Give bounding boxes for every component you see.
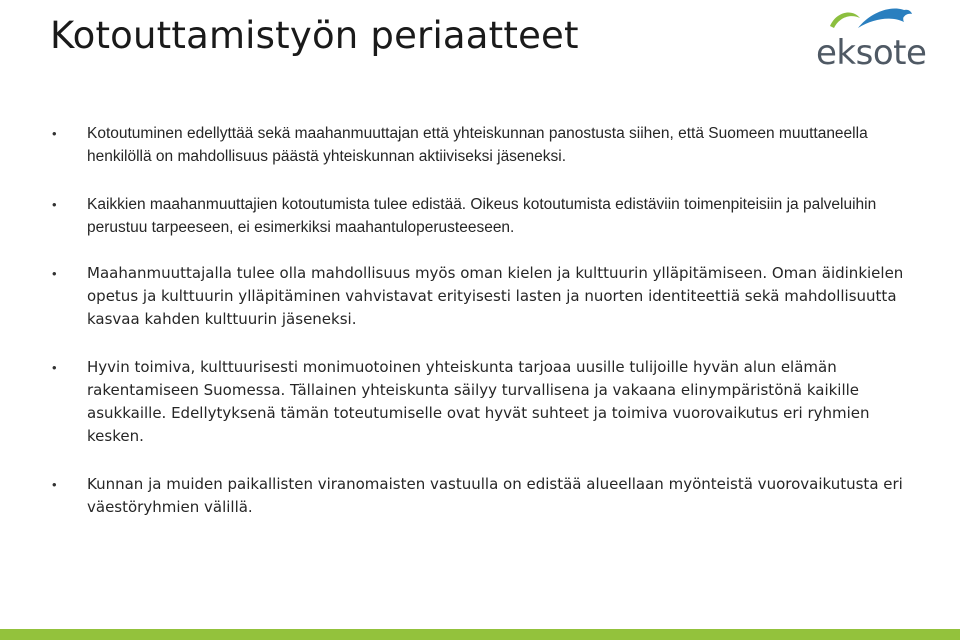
bullet-dot-icon: • (52, 266, 57, 281)
slide-title: Kotouttamistyön periaatteet (50, 14, 579, 57)
bullet-dot-icon: • (52, 360, 57, 375)
bullet-item (50, 262, 910, 331)
bullet-text: Kunnan ja muiden paikallisten viranomaisten vastuulla on edistää alueellaan myönteistä vuorovaikutusta eri väestöryhmien välillä. (87, 475, 903, 516)
bullet-item (50, 356, 910, 448)
bullet-dot-icon: • (52, 197, 57, 212)
bullet-list (50, 122, 910, 519)
logo-wordmark: eksote (816, 33, 927, 73)
eksote-logo (812, 4, 927, 74)
bullet-text: Maahanmuuttajalla tulee olla mahdollisuus myös oman kielen ja kulttuurin ylläpitämiseen. Oman äidinkielen opetus ja kulttuurin ylläpitäminen vahvistavat erityisesti lasten ja nuorten identiteettiä sekä mahdollisuutta kasvaa kahden kulttuurin jäseneksi. (87, 264, 904, 328)
bullet-item (50, 473, 910, 519)
bullet-item (50, 122, 910, 168)
footer-bar (0, 629, 960, 640)
bullet-dot-icon: • (52, 477, 57, 492)
bullet-dot-icon: • (52, 126, 57, 141)
bullet-text: Kaikkien maahanmuuttajien kotoutumista tulee edistää. Oikeus kotoutumista edistäviin toimenpiteisiin ja palveluihin perustuu tarpeeseen, ei esimerkiksi maahantuloperusteeseen. (87, 196, 877, 236)
bullet-text: Kotoutuminen edellyttää sekä maahanmuuttajan että yhteiskunnan panostusta siihen, että Suomeen muuttaneella henkilöllä on mahdollisuus päästä yhteiskunnan aktiiviseksi jäseneksi. (87, 125, 868, 165)
bullet-item (50, 193, 910, 239)
bullet-text: Hyvin toimiva, kulttuurisesti monimuotoinen yhteiskunta tarjoaa uusille tulijoille hyvän alun elämän rakentamiseen Suomessa. Tällainen yhteiskunta säilyy turvallisena ja vakaana elinympäristönä kaikille asukkaille. Edellytyksenä tämän toteutumiselle ovat hyvät suhteet ja toimiva vuorovaikutus eri ryhmien kesken. (87, 358, 870, 445)
